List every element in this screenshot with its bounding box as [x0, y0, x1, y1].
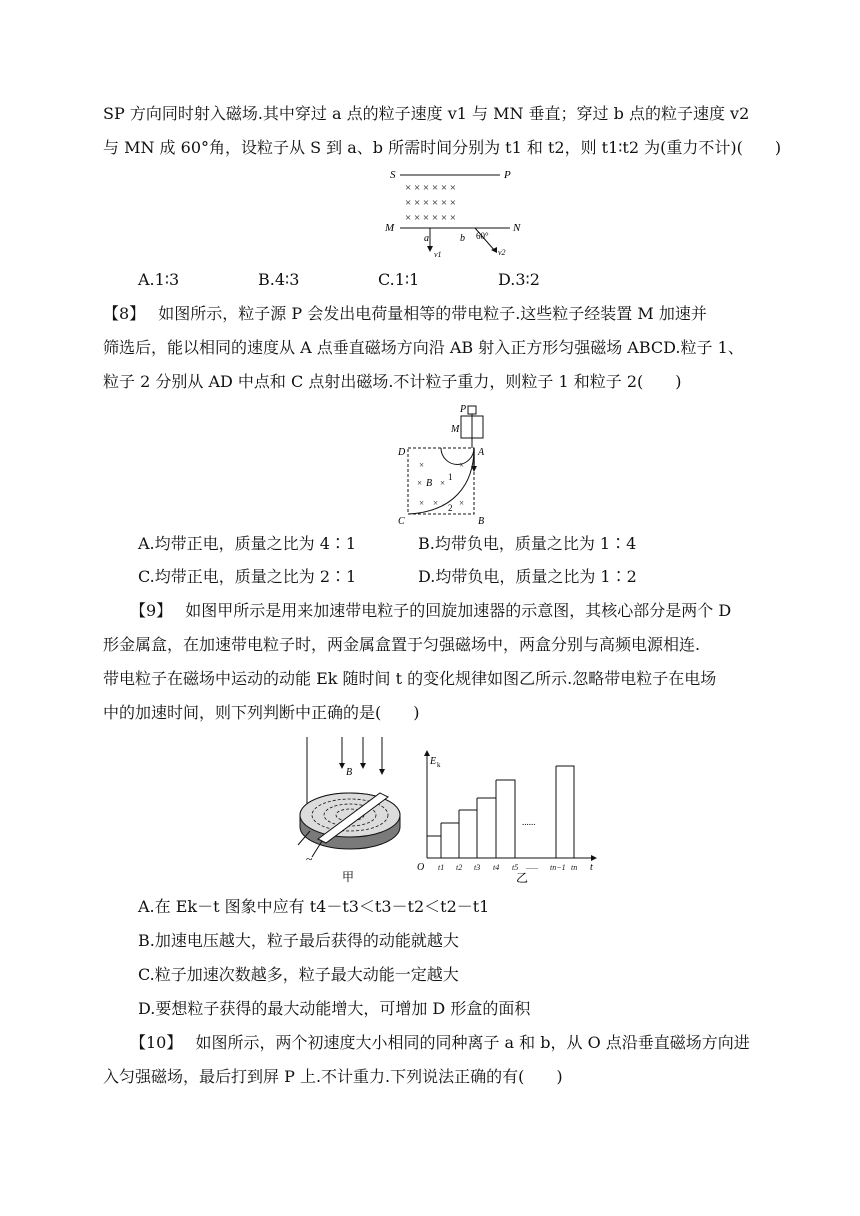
q9-number: 【9】: [130, 601, 173, 620]
q8-option-a: A.均带正电，质量之比为 4∶1: [138, 534, 357, 553]
q9-graph-label-t: t: [590, 862, 593, 873]
q7-label-b: b: [460, 233, 465, 244]
q9-fig-ac-symbol: ~: [306, 852, 313, 866]
svg-text:×: ×: [419, 460, 425, 470]
q9-graph-dots-axis: ......: [526, 862, 538, 871]
q9-graph-tick-tn1: tn−1: [550, 863, 566, 872]
q8-label-m: M: [451, 424, 460, 435]
q7-field-crosses: [405, 182, 456, 224]
q8-text-line-3: 粒子 2 分别从 AD 中点和 C 点射出磁场.不计粒子重力，则粒子 1 和粒子 2( ): [103, 372, 682, 391]
q9-option-c: C.粒子加速次数越多，粒子最大动能一定越大: [138, 965, 459, 984]
q9-text-line-1: [130, 601, 731, 621]
q8-option-b: B.均带负电，质量之比为 1∶4: [418, 534, 637, 553]
q8-number: 【8】: [103, 304, 146, 323]
q9-text-line-2: 形金属盒，在加速带电粒子时，两金属盒置于匀强磁场中，两盒分别与高频电源相连.: [103, 635, 701, 654]
q7-option-c: C.1∶1: [378, 270, 420, 289]
q9-graph-label-o: O: [417, 862, 425, 873]
q7-text-line-1: SP 方向同时射入磁场.其中穿过 a 点的粒子速度 v1 与 MN 垂直；穿过 b 点的粒子速度 v2: [103, 104, 750, 123]
q7-option-d: D.3∶2: [498, 270, 540, 289]
svg-text:× × × × × ×: × × × × × ×: [405, 197, 456, 209]
svg-text:× × × × × ×: × × × × × ×: [405, 212, 456, 224]
q8-label-1: 1: [448, 472, 453, 482]
q9-figure-ek-graph: [412, 748, 602, 883]
q10-text-line-1: [130, 1033, 750, 1053]
svg-text:×: ×: [417, 478, 423, 488]
q10-line1-text: 如图所示，两个初速度大小相同的同种离子 a 和 b，从 O 点沿垂直磁场方向进: [195, 1033, 750, 1052]
q7-label-s: S: [390, 169, 396, 181]
q9-figure-cyclotron: [290, 735, 410, 885]
q8-label-field: B: [426, 478, 433, 489]
q9-fig-caption-left: 甲: [342, 870, 355, 884]
q7-label-a: a: [424, 233, 429, 244]
q7-figure: [380, 165, 540, 261]
q8-label-a: A: [478, 447, 485, 458]
q8-label-c: C: [398, 516, 405, 527]
q7-label-v1: v1: [434, 250, 442, 259]
q9-graph-label-k: k: [437, 761, 441, 769]
q8-option-d: D.均带负电，质量之比为 1∶2: [418, 567, 637, 586]
q8-option-c: C.均带正电，质量之比为 2∶1: [138, 567, 357, 586]
q7-option-b: B.4∶3: [258, 270, 300, 289]
q8-text-line-1: [103, 304, 707, 324]
q9-graph-tick-t5: t5: [512, 863, 519, 872]
q8-text-line-2: 筛选后，能以相同的速度从 A 点垂直磁场方向沿 AB 射入正方形匀强磁场 ABCD.粒子 1、: [103, 338, 744, 357]
svg-text:×: ×: [440, 478, 446, 488]
q10-text-line-2: 入匀强磁场，最后打到屏 P 上.不计重力.下列说法正确的有( ): [103, 1067, 563, 1086]
q8-label-p: P: [460, 404, 467, 415]
q9-graph-tick-t1: t1: [438, 863, 445, 872]
q7-label-v2: v2: [498, 248, 506, 257]
q7-option-a: A.1∶3: [138, 270, 180, 289]
q9-text-line-4: 中的加速时间，则下列判断中正确的是( ): [103, 703, 420, 722]
svg-text:×: ×: [459, 460, 465, 470]
q9-graph-tick-tn: tn: [571, 863, 578, 872]
q7-text-line-2: 与 MN 成 60°角，设粒子从 S 到 a、b 所需时间分别为 t1 和 t2，则 t1∶t2 为(重力不计)( ): [103, 138, 782, 157]
q7-label-angle: 60°: [476, 231, 489, 241]
q7-label-p: P: [504, 169, 511, 181]
q8-label-d: D: [398, 447, 406, 458]
q7-label-m: M: [385, 222, 395, 234]
q9-option-b: B.加速电压越大，粒子最后获得的动能就越大: [138, 931, 459, 950]
q9-option-d: D.要想粒子获得的最大动能增大，可增加 D 形盒的面积: [138, 999, 531, 1018]
q9-graph-label-e: E: [430, 756, 437, 767]
q9-graph-tick-t3: t3: [474, 863, 481, 872]
q9-fig-label-b: B: [346, 767, 353, 778]
q9-option-a: A.在 Ek－t 图象中应有 t4－t3＜t3－t2＜t2－t1: [138, 897, 490, 916]
svg-text:×: ×: [433, 498, 439, 508]
q9-fig-caption-right: 乙: [516, 871, 529, 883]
svg-text:×: ×: [419, 498, 425, 508]
q8-line1-text: 如图所示，粒子源 P 会发出电荷量相等的带电粒子.这些粒子经装置 M 加速并: [158, 304, 707, 323]
q9-graph-dots-mid: ......: [522, 817, 536, 827]
q9-graph-tick-t4: t4: [493, 863, 500, 872]
q8-label-2: 2: [448, 503, 453, 513]
q8-label-b: B: [478, 516, 485, 527]
q9-graph-tick-t2: t2: [456, 863, 463, 872]
svg-text:×: ×: [459, 498, 465, 508]
q9-text-line-3: 带电粒子在磁场中运动的动能 Ek 随时间 t 的变化规律如图乙所示.忽略带电粒子在电场: [103, 669, 717, 688]
svg-text:× × × × × ×: × × × × × ×: [405, 182, 456, 194]
q9-line1-text: 如图甲所示是用来加速带电粒子的回旋加速器的示意图，其核心部分是两个 D: [185, 601, 732, 620]
q10-number: 【10】: [130, 1033, 183, 1052]
q8-figure: [393, 400, 503, 530]
q7-label-n: N: [513, 222, 521, 234]
